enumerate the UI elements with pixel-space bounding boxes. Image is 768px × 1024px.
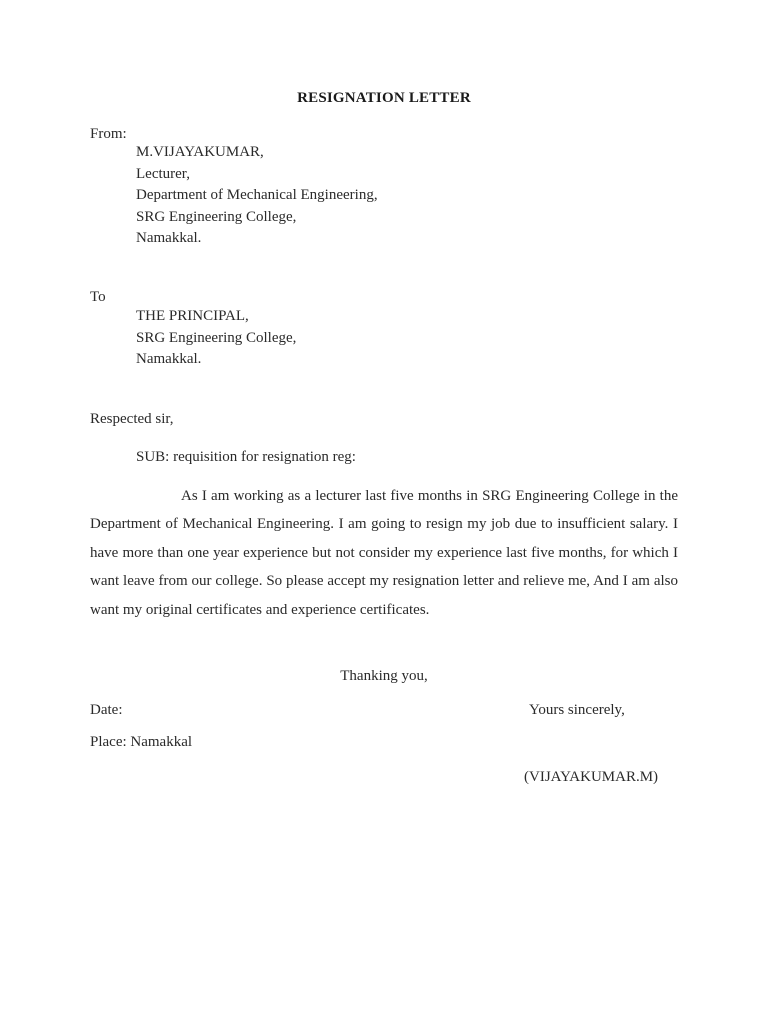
- subject-line: SUB: requisition for resignation reg:: [136, 449, 356, 465]
- from-designation: Lecturer,: [136, 165, 190, 182]
- letter-title: RESIGNATION LETTER: [297, 90, 471, 106]
- closing-line: Yours sincerely,: [529, 702, 625, 718]
- to-label: To: [90, 289, 106, 305]
- from-label: From:: [90, 126, 127, 142]
- salutation: Respected sir,: [90, 411, 174, 427]
- signature-name: (VIJAYAKUMAR.M): [524, 769, 659, 785]
- from-college: SRG Engineering College,: [136, 208, 297, 225]
- to-college: SRG Engineering College,: [136, 329, 297, 346]
- from-city: Namakkal.: [136, 230, 202, 246]
- to-city: Namakkal.: [136, 351, 202, 367]
- place-line: Place: Namakkal: [90, 734, 193, 750]
- date-label: Date:: [90, 702, 123, 718]
- thanks-line: Thanking you,: [340, 668, 428, 684]
- to-address: [136, 306, 296, 371]
- to-recipient: THE PRINCIPAL,: [136, 308, 249, 324]
- body-paragraph: As I am working as a lecturer last five months in SRG Engineering College in the Department of Mechanical Engineering. I am going to resign my job due to insufficient salary. I have more than one year experience but not consider my experience last five months, for which I want leave from our college. So please accept my resignation letter and relieve me, And I am also want my original certificates and experience certificates.: [90, 488, 678, 618]
- from-name: M.VIJAYAKUMAR,: [136, 144, 264, 160]
- from-department: Department of Mechanical Engineering,: [136, 187, 378, 203]
- from-address: [136, 142, 378, 250]
